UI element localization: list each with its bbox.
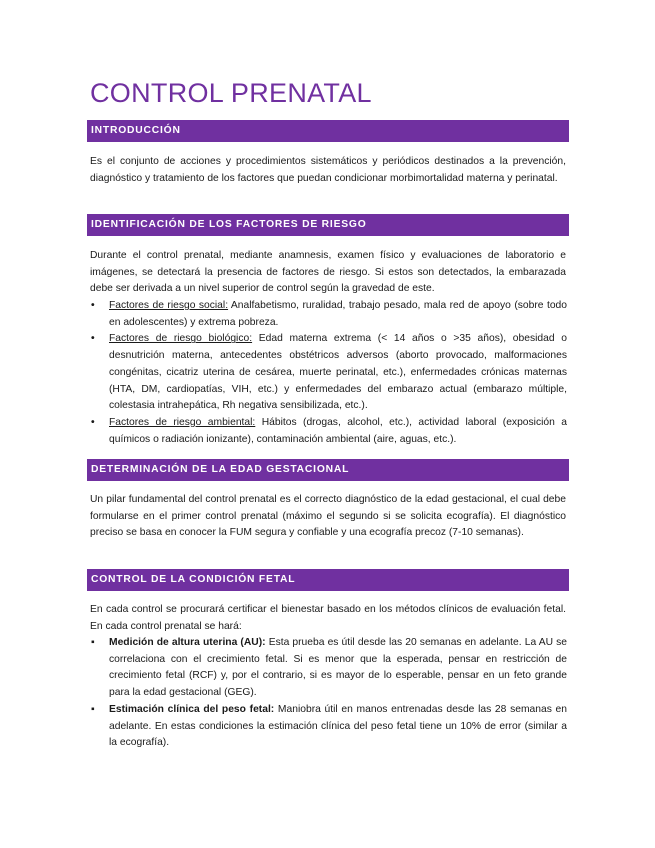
list-item-label: Estimación clínica del peso fetal:: [109, 703, 275, 715]
paragraph-factores-riesgo: Durante el control prenatal, mediante anamnesis, examen físico y evaluaciones de laboratorio e imágenes, se detectará la presencia de factores de riesgo. Si estos son detectados, la embarazada debe ser derivada a un nivel superior de control según la gravedad de este.: [90, 250, 566, 295]
list-item-label: Factores de riesgo social:: [109, 300, 229, 311]
list-item-label: Medición de altura uterina (AU):: [109, 637, 266, 648]
bullet-icon: •: [91, 416, 95, 428]
section-header-factores-riesgo: IDENTIFICACIÓN DE LOS FACTORES DE RIESGO: [87, 214, 569, 236]
fetal-control-list: [87, 635, 567, 752]
section-header-edad-gestacional: DETERMINACIÓN DE LA EDAD GESTACIONAL: [87, 459, 569, 481]
risk-factor-list: [87, 298, 567, 448]
list-item-riesgo-ambiental: [87, 415, 567, 448]
list-item-label: Factores de riesgo ambiental:: [109, 416, 256, 428]
section-header-introduccion: INTRODUCCIÓN: [87, 120, 569, 142]
list-item-text: Esta prueba es útil desde las 20 semanas en adelante. La AU se correlaciona con el crecimiento fetal. Si es menor que la esperada, pensar en restricción de crecimiento fetal (RCF) y, por el contrario, si es mayor de lo esperable, pensar en un feto grande para la edad gestacional (GEG).: [109, 637, 567, 699]
bullet-icon: ▪: [91, 637, 95, 648]
list-item-label: Factores de riesgo biológico:: [109, 333, 253, 345]
paragraph-introduccion: Es el conjunto de acciones y procedimientos sistemáticos y periódicos destinados a la prevención, diagnóstico y tratamiento de los factores que puedan condicionar morbimortalidad materna y perinatal.: [90, 156, 566, 184]
bullet-icon: •: [91, 300, 95, 311]
list-item-text: Analfabetismo, ruralidad, trabajo pesado, mala red de apoyo (sobre todo en adolescentes) y extrema pobreza.: [109, 300, 567, 328]
list-item-text: Edad materna extrema (< 14 años o >35 años), obesidad o desnutrición materna, antecedentes obstétricos adversos (aborto provocado, malformaciones congénitas, cicatriz uterina de cesárea, muerte perinatal, etc.), enfermedades crónicas maternas (HTA, DM, cardiopatías, VIH, etc.) y enfermedades del embarazo actual (embarazo múltiple, colestasia intrahepática, Rh negativa sensibilizada, etc.).: [109, 333, 567, 412]
paragraph-condicion-fetal: En cada control se procurará certificar el bienestar basado en los métodos clínicos de evaluación fetal. En cada control prenatal se hará:: [90, 604, 566, 632]
list-item-peso-fetal: [87, 702, 567, 752]
list-item-altura-uterina: [87, 635, 567, 702]
section-header-condicion-fetal: CONTROL DE LA CONDICIÓN FETAL: [87, 569, 569, 591]
list-item-text: Maniobra útil en manos entrenadas desde las 28 semanas en adelante. En estas condiciones la estimación clínica del peso fetal tiene un 10% de error (similar a la ecografía).: [109, 703, 567, 749]
list-item-text: Hábitos (drogas, alcohol, etc.), actividad laboral (exposición a químicos o radiación ionizante), contaminación ambiental (aire, aguas, etc.).: [109, 416, 567, 445]
list-item-riesgo-social: [87, 298, 567, 331]
page-title: CONTROL PRENATAL: [90, 78, 372, 108]
list-item-riesgo-biologico: [87, 331, 567, 415]
bullet-icon: •: [91, 333, 95, 345]
bullet-icon: ▪: [91, 703, 95, 715]
paragraph-edad-gestacional: Un pilar fundamental del control prenatal es el correcto diagnóstico de la edad gestacional, el cual debe formularse en el primer control prenatal (máximo el segundo si se solicita ecografía). El diagnóstico preciso se basa en conocer la FUM segura y confiable y una ecografía precoz (7-10 semanas).: [90, 494, 566, 539]
